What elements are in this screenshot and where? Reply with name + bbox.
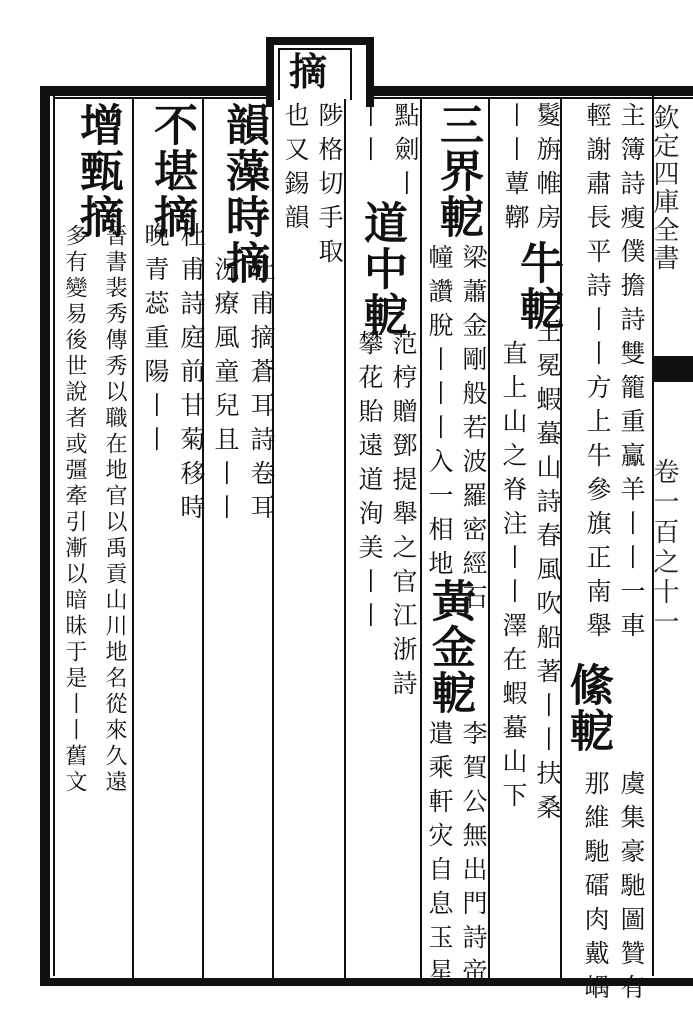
text-column xyxy=(532,102,562,238)
text-column: 攀花貽遠道洵美丨丨 xyxy=(355,330,384,636)
text-column: 陟格切手取 xyxy=(315,102,344,272)
text-column: 王冕蝦蟇山詩春風吹船著丨丨扶桑 xyxy=(533,318,562,828)
headword: 絛軶 xyxy=(562,662,613,754)
text-column: 輕謝肅長平詩丨丨方上牛參旗正南舉 xyxy=(583,102,612,646)
text-column: 晚青蕊重陽丨丨 xyxy=(141,222,170,460)
text-column: 遣乘軒灾自息玉星 xyxy=(425,720,454,992)
headword: 三界軶 xyxy=(432,102,483,240)
text-column: 虞集豪馳圖贊有 xyxy=(617,770,646,1008)
text-segment: 鬉旃帷房 xyxy=(533,102,562,238)
entry-tab-char: 摘 xyxy=(289,49,328,94)
column-rule xyxy=(420,99,422,978)
text-column: 況療風童兒且丨丨 xyxy=(211,256,240,528)
frame-left-border xyxy=(40,86,50,986)
text-column: 直上山之脊注丨丨澤在蝦蟇山下 xyxy=(499,340,528,816)
text-column: 杜甫摘蒼耳詩卷耳 xyxy=(247,256,276,528)
text-column: 也又錫韻 xyxy=(281,102,310,238)
text-column: 那維馳礌肉戴嵎 xyxy=(581,770,610,1008)
headword: 黃金軶 xyxy=(424,578,475,716)
headword: 道中軶 xyxy=(356,200,407,338)
text-column: 點劍丨 xyxy=(391,102,420,204)
text-column: 范梈贈鄧提舉之官江浙詩 xyxy=(389,330,418,704)
text-column: 晉書裴秀傳秀以職在地官以禹貢山川地名從來久遠 xyxy=(102,224,127,796)
text-column: 丨丨蕈鞹 xyxy=(501,102,530,238)
text-column: 李賀公無出門詩帝 xyxy=(459,720,488,992)
text-column: 梁蕭金剛般若波羅密經石 xyxy=(459,244,488,618)
column-rule xyxy=(132,99,134,978)
frame-left-inner-border xyxy=(53,96,55,976)
headword: 韻藻時摘 xyxy=(218,102,269,286)
margin-title: 欽定四庫全書 xyxy=(649,104,679,272)
column-rule xyxy=(344,99,346,978)
text-column: 丨丨 xyxy=(355,102,384,170)
headword: 牛軶 xyxy=(512,240,563,332)
text-column: 主簿詩瘦僕擔詩雙籠重驘羊丨丨一車 xyxy=(617,102,646,646)
text-column: 幢讚脫丨丨丨入一相地 xyxy=(425,244,454,584)
column-rule xyxy=(488,99,490,978)
headword: 增甄摘 xyxy=(72,102,123,240)
headword: 不堪摘 xyxy=(146,102,197,240)
fishtail-mark xyxy=(654,356,693,382)
column-rule xyxy=(272,99,274,978)
margin-juan: 卷一百之十一 xyxy=(649,458,679,638)
text-column: 多有變易後世說者或彊牽引漸以暗昧于是丨丨舊文 xyxy=(62,224,87,796)
text-column: 杜甫詩庭前甘菊移時 xyxy=(177,222,206,528)
